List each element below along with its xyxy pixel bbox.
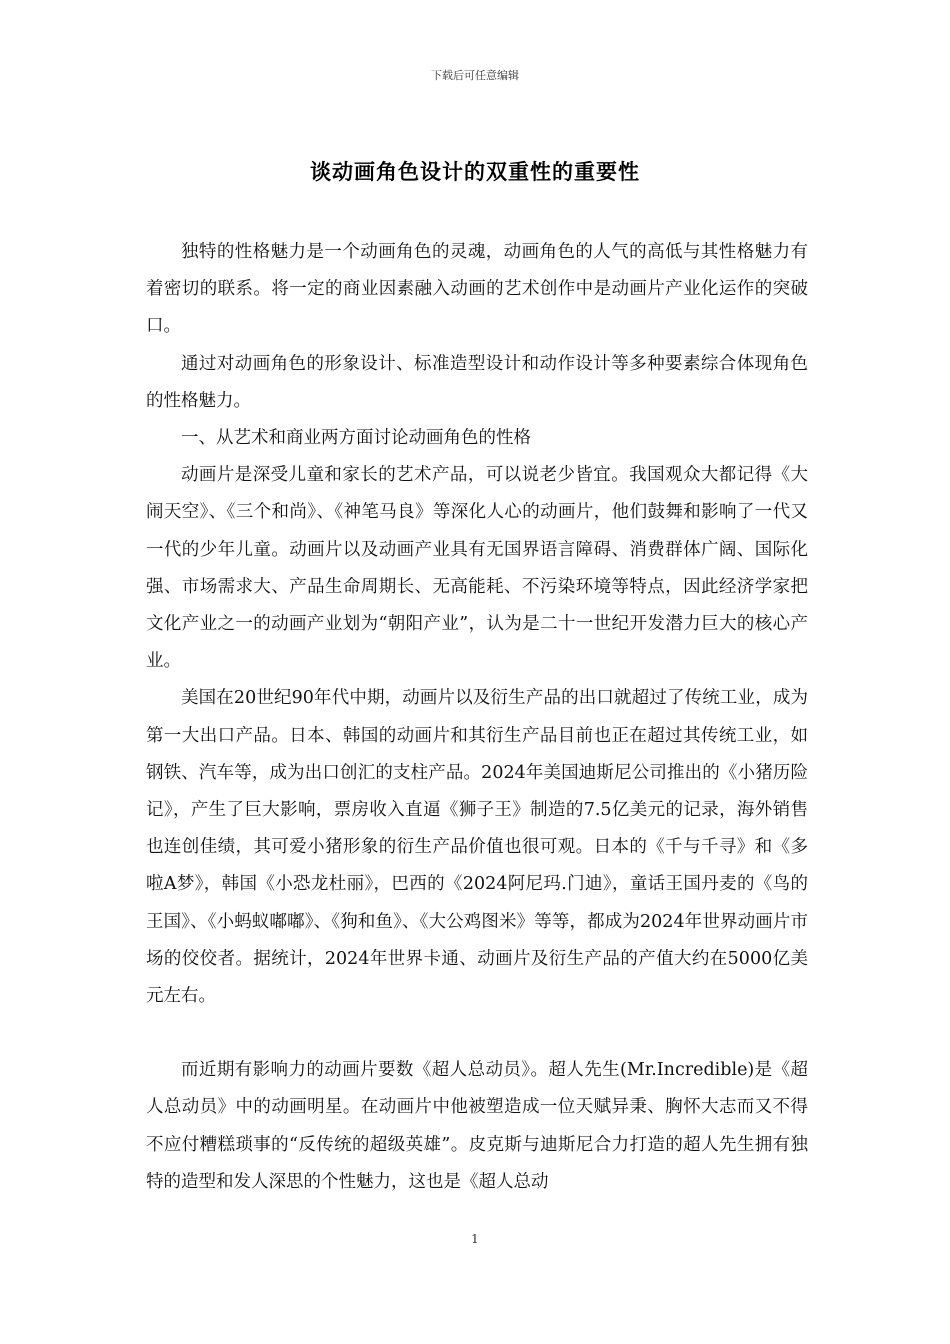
paragraph-international-market: 美国在20世纪90年代中期，动画片以及衍生产品的出口就超过了传统工业，成为第一大出口产品。日本、韩国的动画片和其衍生产品目前也正在超过其传统工业，如钢铁、汽车等，成为出口创汇的支柱产品。2024年美国迪斯尼公司推出的《小猪历险记》，产生了巨大影响，票房收入直逼《狮子王》制造的7.5亿美元的记录，海外销售也连创佳绩，其可爱小猪形象的衍生产品价值也很可观。日本的《千与千寻》和《多啦A梦》，韩国《小恐龙杜丽》，巴西的《2024阿尼玛.门迪》，童话王国丹麦的《鸟的王国》、《小蚂蚁嘟嘟》、《狗和鱼》、《大公鸡图米》等等，都成为2024年世界动画片市场的佼佼者。据统计，2024年世界卡通、动画片及衍生产品的产值大约在5000亿美元左右。	[146, 688, 808, 1007]
page-number: 1	[471, 1232, 479, 1246]
document-body	[146, 234, 808, 1201]
paragraph-incredibles: 而近期有影响力的动画片要数《超人总动员》。超人先生(Mr.Incredible)是《超人总动员》中的动画明星。在动画片中他被塑造成一位天赋异秉、胸怀大志而又不得不应付糟糕琐事的“反传统的超级英雄”。皮克斯与迪斯尼合力打造的超人先生拥有独特的造型和发人深思的个性魅力，这也是《超人总动	[146, 1060, 808, 1192]
page-title: 谈动画角色设计的双重性的重要性	[310, 160, 640, 184]
paragraph-intro: 独特的性格魅力是一个动画角色的灵魂，动画角色的人气的高低与其性格魅力有着密切的联系。将一定的商业因素融入动画的艺术创作中是动画片产业化运作的突破口。	[146, 242, 808, 337]
paragraph-animation-industry: 动画片是深受儿童和家长的艺术产品，可以说老少皆宜。我国观众大都记得《大闹天空》、《三个和尚》、《神笔马良》等深化人心的动画片，他们鼓舞和影响了一代又一代的少年儿童。动画片以及动画产业具有无国界语言障碍、消费群体广阔、国际化强、市场需求大、产品生命周期长、无高能耗、不污染环境等特点，因此经济学家把文化产业之一的动画产业划为“朝阳产业”，认为是二十一世纪开发潜力巨大的核心产业。	[146, 465, 808, 672]
paragraph-design-elements: 通过对动画角色的形象设计、标准造型设计和动作设计等多种要素综合体现角色的性格魅力。	[146, 353, 808, 411]
header-note: 下载后可任意编辑	[431, 69, 519, 82]
section-heading: 一、从艺术和商业两方面讨论动画角色的性格	[181, 428, 531, 449]
